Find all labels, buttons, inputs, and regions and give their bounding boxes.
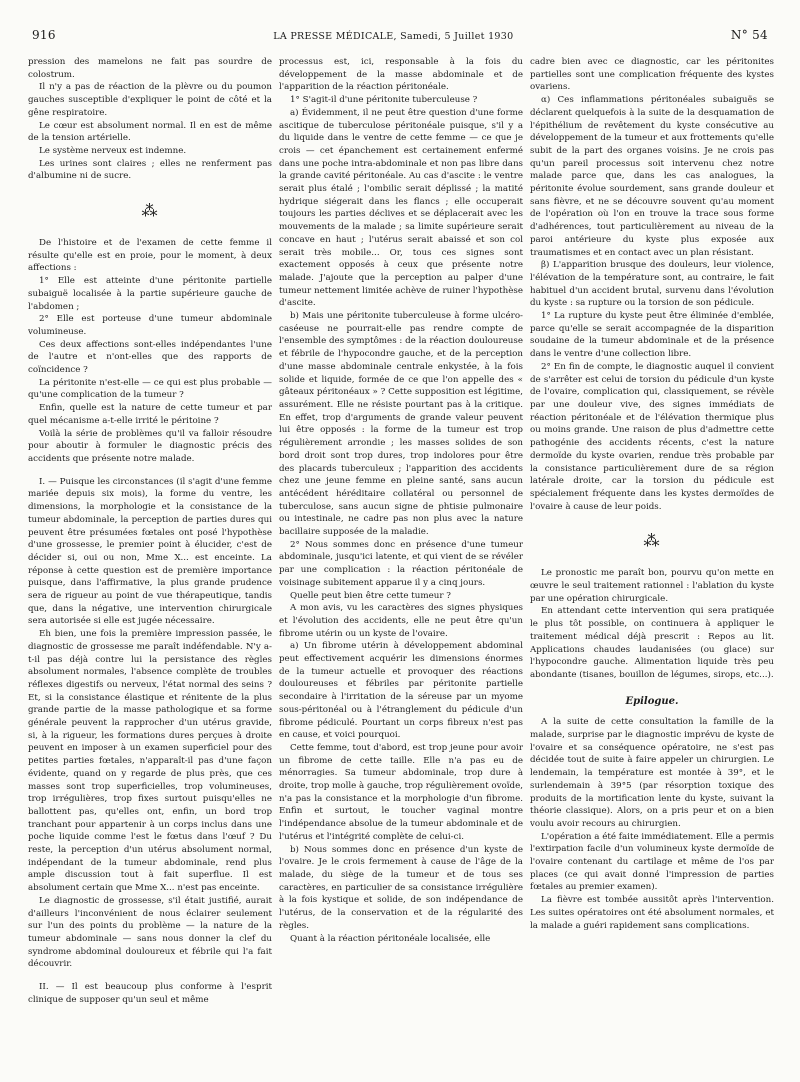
paragraph: Quelle peut bien être cette tumeur ?: [290, 590, 451, 601]
paragraph: L'opération a été faite immédiatement. Elle a permis l'extirpation facile d'un volumineux kyste dermoïde de l'ovaire contenant du cartilage et même de l'os par places (ce qui avait donné l'impression de parties fœtales au premier examen).: [530, 831, 774, 893]
paragraph: b) Nous sommes donc en présence d'un kyste de l'ovaire. Je le crois fermement à cause de l'âge de la malade, du siège de la tumeur et de tous ses caractères, en particulier de sa consistance irrégulière à la fois kystique et solide, de son indépendance de l'utérus, de la conservation et de la régularité des règles.: [279, 844, 523, 931]
paragraph: 1° Elle est atteinte d'une péritonite partielle subaiguë localisée à la partie supérieure gauche de l'abdomen ;: [28, 276, 272, 312]
epilogue-heading: Epilogue.: [625, 695, 679, 707]
paragraph: Il n'y a pas de réaction de la plèvre ou du poumon gauches susceptible d'expliquer le point de côté et la gêne respiratoire.: [28, 82, 272, 118]
paragraph: Cette femme, tout d'abord, est trop jeune pour avoir un fibrome de cette taille. Elle n'a pas eu de ménorragies. Sa tumeur abdominale, trop dure à droite, trop molle à gauche, trop régulièrement ovoïde, n'a pas la consistance et la morphologie d'un fibrome. Enfin et surtout, le toucher vaginal montre l'indépendance absolue de la tumeur abdominale et de l'utérus et l'intégrité complète de celui-ci.: [279, 742, 523, 842]
paragraph: α) Ces inflammations péritonéales subaiguës se déclarent quelquefois à la suite de la desquamation de l'épithélium de revêtement du kyste consécutive au développement de la tumeur et aux frottements qu'elle subit de la part des organes voisins. Je ne crois pas qu'un pareil processus soit intervenu chez notre malade parce que, dans les cas analogues, la péritonite évolue sourdement, sans grande douleur et sans fièvre, et ne se découvre souvent qu'au moment de l'opération où l'on en trouve la trace sous forme d'adhérences, tout particulièrement au niveau de la paroi antérieure du kyste plus exposée aux traumatismes et en contact avec un plan résistant.: [530, 95, 774, 258]
paragraph: Le système nerveux est indemne.: [39, 145, 187, 156]
paragraph: Eh bien, une fois la première impression passée, le diagnostic de grossesse me paraît indéfendable. N'y a-t-il pas déjà contre lui la persistance des règles absolument normales, l'absence complète de troubles réflexes digestifs ou nerveux, l'état normal des seins ? Et, si la consistance élastique et rénitente de la plus grande partie de la masse pathologique et sa forme générale peuvent la rapprocher d'un utérus gravide, si, à la rigueur, les formations dures perçues à droite peuvent en imposer à un examen superficiel pour des petites parties fœtales, n'apparaît-il pas d'une façon évidente, quand on y regarde de plus près, que ces masses sont trop superficielles, trop volumineuses, trop irrégulières, trop fixes surtout puisqu'elles ne ballottent pas, qu'elles ont, enfin, un bord trop tranchant pour appartenir à un corps inclus dans une poche liquide comme l'est le fœtus dans l'œuf ? Du reste, la perception d'un utérus absolument normal, indépendant de la tumeur abdominale, rend plus ample discussion tout à fait superflue. Il est absolument certain que Mme X... n'est pas enceinte.: [28, 629, 272, 894]
paragraph: A mon avis, vu les caractères des signes physiques et l'évolution des accidents, elle ne peut être qu'un fibrome utérin ou un kyste de l'ovaire.: [279, 603, 523, 639]
running-header: [32, 28, 768, 44]
paragraph: 2° Elle est porteuse d'une tumeur abdominale volumineuse.: [28, 314, 272, 337]
paragraph: 1° S'agit-il d'une péritonite tuberculeuse ?: [290, 95, 478, 106]
paragraph: II. — Il est beaucoup plus conforme à l'esprit clinique de supposer qu'un seul et même: [28, 982, 272, 1005]
column-left: [28, 56, 272, 1076]
paragraph: a) Évidemment, il ne peut être question d'une forme ascitique de tuberculose péritonéale puisque, s'il y a du liquide dans le ventre de cette femme — ce que je crois — cet épanchement est certainement enfermé dans une poche intra-abdominale et non pas libre dans la grande cavité péritonéale. Au cas d'ascite : le ventre serait plus étalé ; l'ombilic serait déplissé ; la matité hydrique siégerait dans les flancs ; elle occuperait toujours les parties déclives et se déplacerait avec les mouvements de la malade ; sa limite supérieure serait concave en haut ; l'utérus serait abaissé et son col serait très mobile... Or, tous ces signes sont exactement opposés à ceux que présente notre malade. J'ajoute que la perception au palper d'une tumeur nettement limitée achève de ruiner l'hypothèse d'ascite.: [279, 107, 523, 309]
paragraph: 2° En fin de compte, le diagnostic auquel il convient de s'arrêter est celui de torsion du pédicule d'un kyste de l'ovaire, complication qui, classiquement, se révèle par une douleur vive, des signes immédiats de réaction péritonéale et de l'élévation thermique plus ou moins grande. Une raison de plus d'admettre cette pathogénie des accidents récents, c'est la nature dermoïde du kyste ovarien, rendue très probable par la consistance particulièrement dure de sa région latérale droite, car la torsion du pédicule est spécialement fréquente dans les kystes dermoïdes de l'ovaire à cause de leur poids.: [530, 361, 774, 512]
paragraph: La fièvre est tombée aussitôt après l'intervention. Les suites opératoires ont été absolument normales, et la malade a guéri rapidement sans complications.: [530, 895, 774, 931]
paragraph: 1° La rupture du kyste peut être éliminée d'emblée, parce qu'elle se serait accompagnée de la disparition soudaine de la tumeur abdominale et de la présence dans le ventre d'une collection libre.: [530, 311, 774, 360]
paragraph: Le diagnostic de grossesse, s'il était justifié, aurait d'ailleurs l'inconvénient de nous éclairer seulement sur l'un des points du problème — la nature de la tumeur abdominale — sans nous donner la clef du syndrome abdominal douloureux et fébrile qui l'a fait découvrir.: [28, 895, 272, 970]
paragraph: Ces deux affections sont-elles indépendantes l'une de l'autre et n'ont-elles que des rapports de coïncidence ?: [28, 339, 272, 376]
section-stars: ⁂: [643, 531, 661, 551]
paragraph: A la suite de cette consultation la famille de la malade, surprise par le diagnostic imprévu de kyste de l'ovaire et sa conséquence opératoire, ne s'est pas décidée tout de suite à faire appeler un chirurgien. Le lendemain, la température est montée à 39°, et le surlendemain à 39°5 (par résorption toxique des produits de la mortification lente du kyste, suivant la théorie classique). Alors, on a pris peur et on a bien voulu avoir recours au chirurgien.: [530, 717, 774, 829]
paragraph: Le pronostic me paraît bon, pourvu qu'on mette en œuvre le seul traitement rationnel : l'ablation du kyste par une opération chirurgicale.: [530, 568, 774, 604]
paragraph: Voilà la série de problèmes qu'il va falloir résoudre pour aboutir à formuler le diagnostic précis des accidents que présente notre malade.: [28, 428, 272, 464]
paragraph: Le cœur est absolument normal. Il en est de même de la tension artérielle.: [28, 120, 272, 144]
paragraph: a) Un fibrome utérin à développement abdominal peut effectivement acquérir les dimensions énormes de la tumeur actuelle et provoquer des réactions douloureuses et fébriles par péritonite partielle secondaire à l'irritation de la séreuse par un myome sous-péritonéal ou à l'étranglement du pédicule d'un fibrome pédiculé. Pourtant un corps fibreux n'est pas en cause, et voici pourquoi.: [279, 641, 523, 741]
issue-number: N° 54: [730, 28, 768, 42]
publication-title: LA PRESSE MÉDICALE, Samedi, 5 Juillet 1930: [273, 31, 514, 42]
paragraph: pression des mamelons ne fait pas sourdre de colostrum.: [28, 57, 272, 80]
column-middle: [279, 56, 523, 1076]
paragraph: I. — Puisque les circonstances (il s'agit d'une femme mariée depuis six mois), la forme du ventre, les dimensions, la morphologie et la consistance de la tumeur abdominale, la perception de parties dures qui peuvent être présumées fœtales ont posé l'hypothèse d'une grossesse, le premier point à élucider, c'est de décider si, oui ou non, Mme X... est enceinte. La réponse à cette question est de première importance puisque, dans l'affirmative, la plus grande prudence sera de rigueur au point de vue thérapeutique, tandis que, dans la négative, une intervention chirurgicale sera autorisée si elle est jugée nécessaire.: [28, 476, 272, 627]
paragraph: b) Mais une péritonite tuberculeuse à forme ulcéro-caséeuse ne pourrait-elle pas rendre compte de l'ensemble des symptômes : de la réaction douloureuse et fébrile de l'hypocondre gauche, et de la perception d'une masse abdominale centrale enkystée, à la fois solide et liquide, formée de ce que l'on appelle des « gâteaux péritonéaux » ? Cette supposition est légitime, assurément. Elle ne résiste pourtant pas à la critique. En effet, trop d'arguments de grande valeur peuvent lui être opposés : la forme de la tumeur est trop régulièrement arrondie ; les masses solides de son bord droit sont trop dures, trop indolores pour être des placards tuberculeux ; l'apparition des accidents chez une jeune femme en pleine santé, sans aucun antécédent héréditaire collatéral ou personnel de tuberculose, sans aucun signe de phtisie pulmonaire ou intestinale, ne cadre pas non plus avec la nature bacillaire supposée de la maladie.: [279, 311, 523, 538]
paragraph: De l'histoire et de l'examen de cette femme il résulte qu'elle est en proie, pour le moment, à deux affections :: [28, 238, 272, 274]
paragraph: β) L'apparition brusque des douleurs, leur violence, l'élévation de la température sont, au contraire, le fait habituel d'un accident brutal, survenu dans l'évolution du kyste : sa rupture ou la torsion de son pédicule.: [530, 260, 774, 309]
paragraph: En attendant cette intervention qui sera pratiquée le plus tôt possible, on continuera à appliquer le traitement médical déjà prescrit : Repos au lit. Applications chaudes laudanisées (ou glace) sur l'hypocondre gauche. Alimentation liquide très peu abondante (tisanes, bouillon de légumes, sirops, etc...).: [530, 606, 774, 680]
paragraph: Enfin, quelle est la nature de cette tumeur et par quel mécanisme a-t-elle irrité le péritoine ?: [28, 403, 272, 426]
paragraph: 2° Nous sommes donc en présence d'une tumeur abdominale, jusqu'ici latente, et qui vient de se révéler par une complication : la réaction péritonéale de voisinage subitement apparue il y a cinq jours.: [279, 539, 523, 588]
paragraph: processus est, ici, responsable à la fois du développement de la masse abdominale et de l'apparition de la réaction péritonéale.: [279, 57, 523, 93]
article-body: [28, 56, 774, 1076]
paragraph: Les urines sont claires ; elles ne renferment pas d'albumine ni de sucre.: [28, 158, 272, 182]
paragraph: cadre bien avec ce diagnostic, car les péritonites partielles sont une complication fréquente des kystes ovariens.: [530, 57, 774, 93]
section-stars: ⁂: [141, 201, 159, 221]
paragraph: Quant à la réaction péritonéale localisée, elle: [290, 933, 491, 944]
page-number: 916: [32, 28, 56, 42]
paragraph: La péritonite n'est-elle — ce qui est plus probable — qu'une complication de la tumeur ?: [28, 377, 272, 401]
column-right: [530, 56, 774, 1076]
